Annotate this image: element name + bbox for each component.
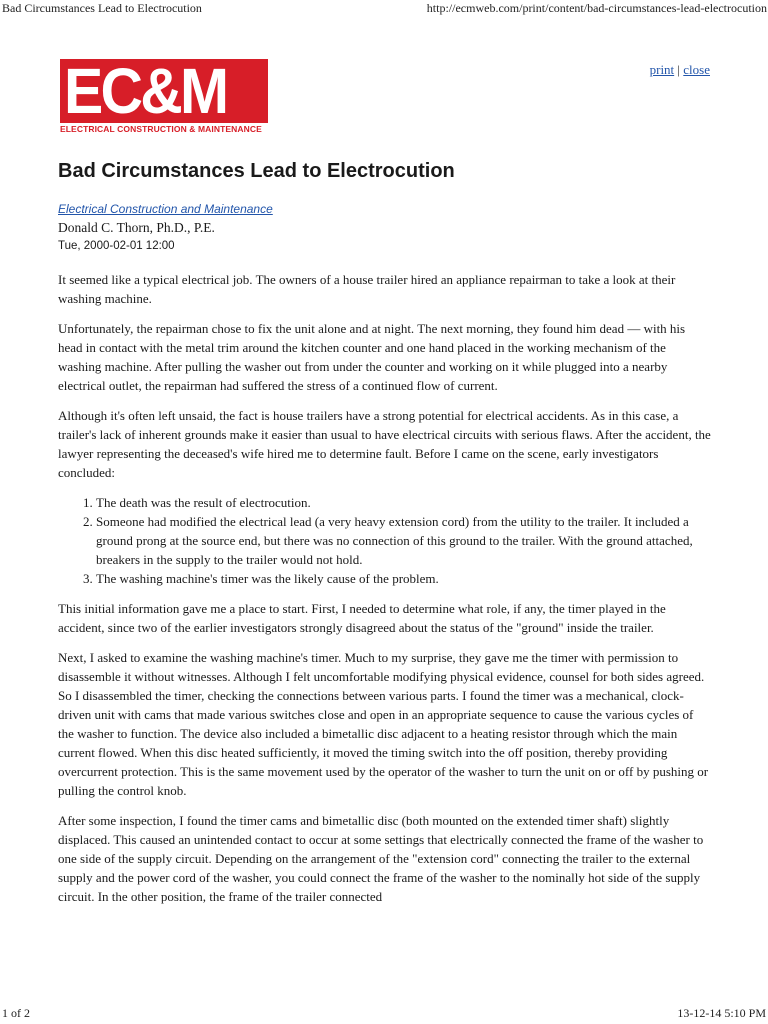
paragraph: Unfortunately, the repairman chose to fix the unit alone and at night. The next morning, they found him dead — with his head in contact with the metal trim around the kitchen counter and one hand placed in the working mechanism of the washing machine. After pulling the washer out from under the counter and working on it while plugged into a nearby electrical outlet, the repairman had suffered the stress of a continued flow of current. [58,321,686,393]
print-timestamp: 13-12-14 5:10 PM [677,1006,766,1020]
list-item: 3. The washing machine's timer was the likely cause of the problem. [96,569,712,588]
article-date: Tue, 2000-02-01 12:00 [58,240,175,252]
link-separator: | [677,62,681,77]
ecm-logo [60,55,272,137]
article-author: Donald C. Thorn, Ph.D., P.E. [58,220,215,235]
print-header-title: Bad Circumstances Lead to Electrocution [2,1,202,15]
close-link[interactable]: close [683,62,710,77]
source-link[interactable]: Electrical Construction and Maintenance [58,202,273,216]
logo-subtitle: ELECTRICAL CONSTRUCTION & MAINTENANCE [60,124,262,134]
paragraph: This initial information gave me a place to start. First, I needed to determine what role, if any, the timer played in the accident, since two of the earlier investigators strongly disagreed about the status of the "ground" inside the trailer. [58,601,666,635]
print-close-links [650,62,710,78]
article-title: Bad Circumstances Lead to Electrocution [58,160,455,182]
paragraph: Although it's often left unsaid, the fact is house trailers have a strong potential for electrical accidents. As in this case, a trailer's lack of inherent grounds make it easier than usual to have electrical circuits with serious flaws. After the accident, the lawyer representing the deceased's wife hired me to determine fault. Before I came on the scene, early investigators concluded: [58,408,711,480]
print-header [0,0,768,18]
print-link[interactable]: print [649,62,675,77]
paragraph: After some inspection, I found the timer cams and bimetallic disc (both mounted on the extended timer shaft) slightly displaced. This caused an unintended contact to occur at some settings that electrically connected the frame of the washer to one side of the supply circuit. Depending on the arrangement of the "extension cord" connecting the trailer to the external supply and the power cord of the washer, you could connect the frame of the washer to the nominally hot side of the supply circuit. In the other position, the frame of the trailer connected [58,813,704,904]
paragraph: Next, I asked to examine the washing machine's timer. Much to my surprise, they gave me the timer with permission to disassemble it without witnesses. Although I felt uncomfortable modifying physical evidence, counsel for both sides agreed. So I disassembled the timer, checking the connections between various parts. I found the timer was a mechanical, clock-driven unit with cams that made various switches close and open in an appropriate sequence to cause the various cycles of the washer to function. The device also included a bimetallic disc adjacent to a heating resistor through which the main current flowed. When this disc heated sufficiently, it moved the timing switch into the off position, thereby providing overcurrent protection. This is the same movement used by the operator of the washer to turn the unit on or off by pushing or pulling the control knob. [58,650,709,798]
page-counter: 1 of 2 [2,1006,30,1020]
logo-main-text: EC&M [64,55,227,127]
print-header-url: http://ecmweb.com/print/content/bad-circumstances-lead-electrocution [426,1,767,15]
list-item: 1. The death was the result of electrocution. [96,493,712,512]
paragraph: It seemed like a typical electrical job. The owners of a house trailer hired an appliance repairman to take a look at their washing machine. [58,272,676,306]
article-body [58,270,712,917]
list-item: 2. Someone had modified the electrical lead (a very heavy extension cord) from the utility to the trailer. It included a ground prong at the source end, but there was no connection of this ground to the trailer. With the ground attached, breakers in the supply to the trailer would not hold. [96,512,712,569]
findings-list [58,493,712,588]
